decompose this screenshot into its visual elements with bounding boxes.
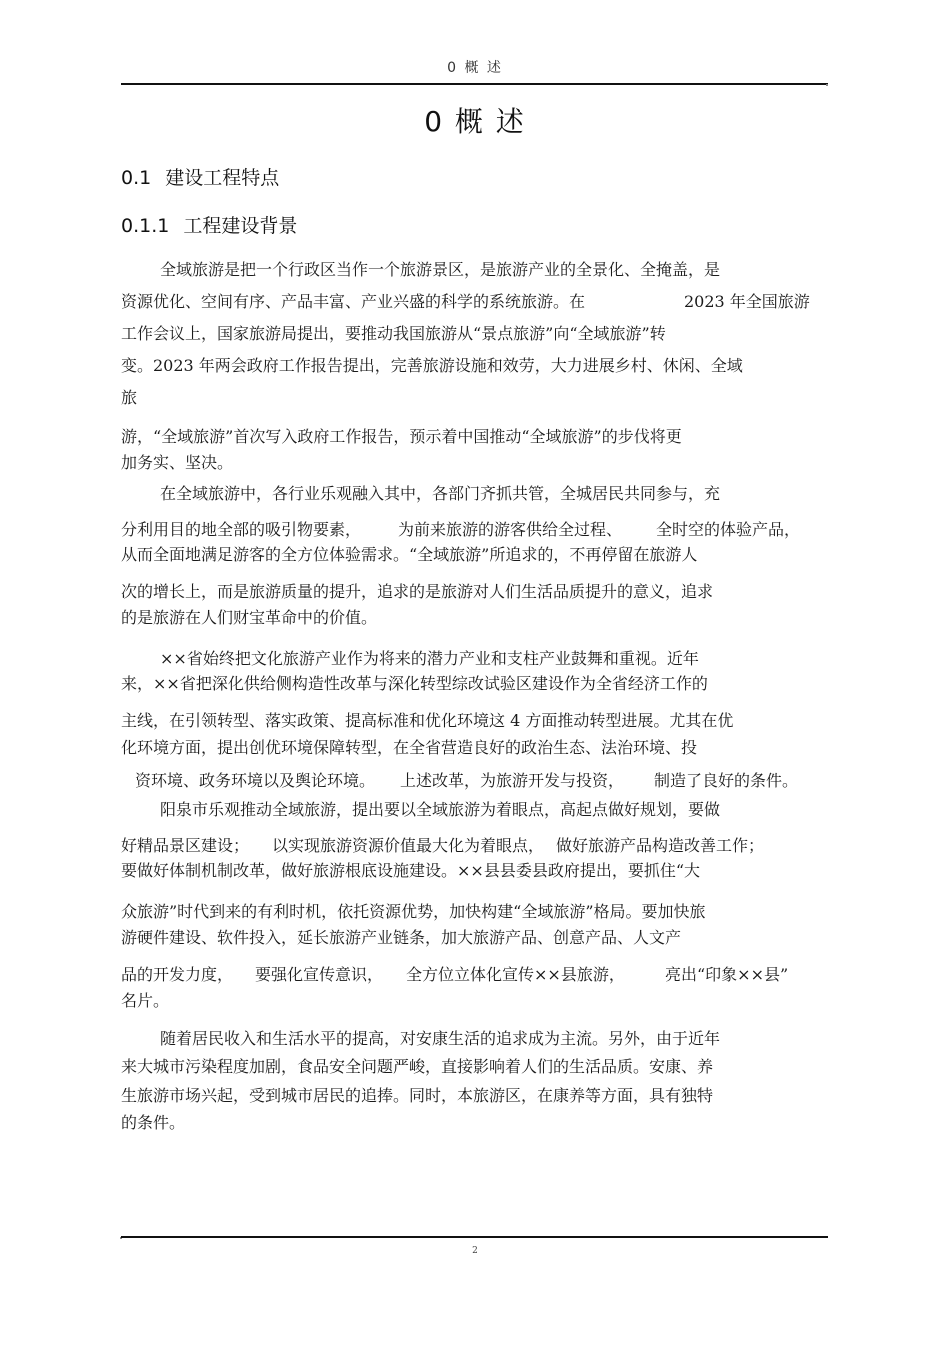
body-line: 随着居民收入和生活水平的提高，对安康生活的追求成为主流。另外，由于近年 bbox=[160, 1029, 721, 1048]
body-line: 次的增长上，而是旅游质量的提升，追求的是旅游对人们生活品质提升的意义，追求 bbox=[121, 582, 714, 601]
body-line: 资源优化、空间有序、产品丰富、产业兴盛的科学的系统旅游。在 bbox=[121, 292, 586, 311]
body-line: 分利用目的地全部的吸引物要素， bbox=[121, 520, 362, 539]
section-number: 0.1 bbox=[121, 167, 152, 189]
body-line: 为前来旅游的游客供给全过程、 bbox=[398, 520, 623, 539]
body-line: 以实现旅游资源价值最大化为着眼点， bbox=[272, 836, 545, 855]
subsection-number: 0.1.1 bbox=[121, 215, 170, 237]
body-line: 亮出“印象××县” bbox=[665, 965, 789, 984]
page-number: 2 bbox=[472, 1246, 478, 1256]
subsection-title: 工程建设背景 bbox=[183, 215, 298, 237]
body-line: 资环境、政务环境以及舆论环境。 bbox=[135, 771, 376, 790]
body-line: 全方位立体化宣传××县旅游， bbox=[406, 965, 625, 984]
body-line: 主线，在引领转型、落实政策、提高标准和优化环境这 4 方面推动转型进展。尤其在优 bbox=[121, 711, 734, 730]
body-line: 做好旅游产品构造改善工作； bbox=[556, 836, 765, 855]
body-line: 旅 bbox=[121, 388, 138, 407]
body-line: ××省始终把文化旅游产业作为将来的潜力产业和支柱产业鼓舞和重视。近年 bbox=[160, 649, 699, 668]
body-line: 要做好体制机制改革，做好旅游根底设施建设。××县县委县政府提出，要抓住“大 bbox=[121, 861, 700, 880]
section-title: 建设工程特点 bbox=[165, 167, 280, 189]
body-line: 上述改革，为旅游开发与投资， bbox=[400, 771, 625, 790]
body-line: 游硬件建设、软件投入，延长旅游产业链条，加大旅游产品、创意产品、人文产 bbox=[121, 928, 682, 947]
body-line: 生旅游市场兴起，受到城市居民的追捧。同时，本旅游区，在康养等方面，具有独特 bbox=[121, 1086, 714, 1105]
body-line: 游，“全域旅游”首次写入政府工作报告，预示着中国推动“全域旅游”的步伐将更 bbox=[121, 427, 682, 446]
body-line: 众旅游”时代到来的有利时机，依托资源优势，加快构建“全域旅游”格局。要加快旅 bbox=[121, 902, 706, 921]
body-line: 在全域旅游中，各行业乐观融入其中，各部门齐抓共管，全城居民共同参与，充 bbox=[160, 484, 721, 503]
body-line: 好精品景区建设； bbox=[121, 836, 250, 855]
page-title: 0 概 述 bbox=[424, 105, 526, 138]
body-line: 制造了良好的条件。 bbox=[654, 771, 799, 790]
header-rule bbox=[121, 83, 828, 85]
body-line: 来，××省把深化供给侧构造性改革与深化转型综改试验区建设作为全省经济工作的 bbox=[121, 674, 708, 693]
running-header: 0 概 述 bbox=[447, 60, 503, 76]
body-line: 的是旅游在人们财宝革命中的价值。 bbox=[121, 608, 378, 627]
body-line: 工作会议上，国家旅游局提出，要推动我国旅游从“景点旅游”向“全域旅游”转 bbox=[121, 324, 666, 343]
body-line: 化环境方面，提出创优环境保障转型，在全省营造良好的政治生态、法治环境、投 bbox=[121, 738, 698, 757]
body-line: 要强化宣传意识， bbox=[255, 965, 384, 984]
body-line: 全时空的体验产品， bbox=[656, 520, 801, 539]
section-heading bbox=[121, 163, 279, 190]
header-rule-tick bbox=[826, 84, 828, 86]
subsection-heading bbox=[121, 211, 297, 238]
body-line: 阳泉市乐观推动全域旅游，提出要以全域旅游为着眼点，高起点做好规划，要做 bbox=[160, 800, 721, 819]
body-line: 加务实、坚决。 bbox=[121, 453, 234, 472]
body-line: 的条件。 bbox=[121, 1113, 186, 1132]
body-line: 2023 年全国旅游 bbox=[684, 292, 810, 311]
body-line: 来大城市污染程度加剧，食品安全问题严峻，直接影响着人们的生活品质。安康、养 bbox=[121, 1057, 714, 1076]
footer-rule bbox=[121, 1236, 828, 1238]
body-line: 变。2023 年两会政府工作报告提出，完善旅游设施和效劳，大力进展乡村、休闲、全域 bbox=[121, 356, 743, 375]
body-line: 从而全面地满足游客的全方位体验需求。“全域旅游”所追求的，不再停留在旅游人 bbox=[121, 545, 698, 564]
body-line: 名片。 bbox=[121, 991, 170, 1010]
body-line: 品的开发力度， bbox=[121, 965, 234, 984]
body-line: 全域旅游是把一个行政区当作一个旅游景区，是旅游产业的全景化、全掩盖，是 bbox=[160, 260, 721, 279]
